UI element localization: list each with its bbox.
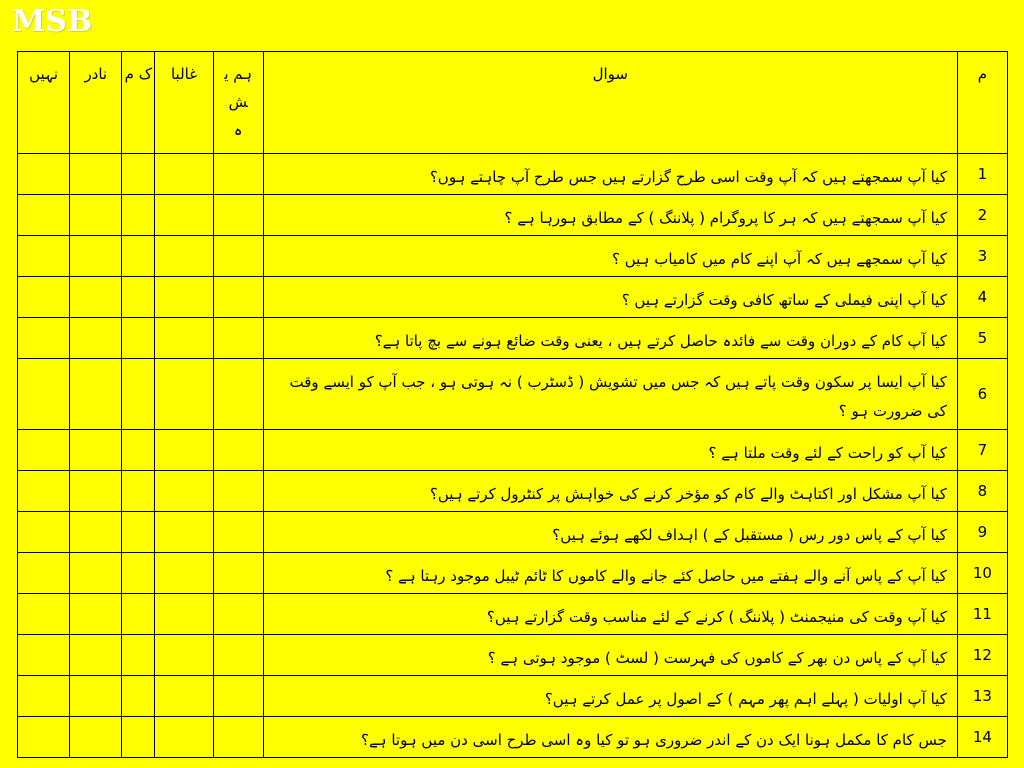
question-text: کیا آپ وقت کی منیجمنٹ ( پلاننگ ) کرنے کے لئے مناسب وقت گزارتے ہیں؟ (263, 594, 957, 635)
answer-cell-rare[interactable] (70, 635, 122, 676)
answer-cell-always[interactable] (213, 359, 263, 430)
answer-cell-never[interactable] (18, 277, 70, 318)
answer-cell-rare[interactable] (70, 236, 122, 277)
answer-cell-rare[interactable] (70, 154, 122, 195)
row-number: 3 (957, 236, 1007, 277)
question-text: کیا آپ کام کے دوران وقت سے فائدہ حاصل کرتے ہیں ، یعنی وقت ضائع ہونے سے بچ پاتا ہے؟ (263, 318, 957, 359)
question-text: کیا آپ ایسا پر سکون وقت پاتے ہیں کہ جس میں تشویش ( ڈسٹرب ) نہ ہوتی ہو ، جب آپ کو ایسے وقت کی ضرورت ہو ؟ (263, 359, 957, 430)
row-number: 6 (957, 359, 1007, 430)
table-row (18, 359, 1008, 430)
question-text: کیا آپ سمجھتے ہیں کہ ہر کا پروگرام ( پلاننگ ) کے مطابق ہورہا ہے ؟ (263, 195, 957, 236)
answer-cell-less[interactable] (122, 594, 155, 635)
answer-cell-always[interactable] (213, 236, 263, 277)
answer-cell-often[interactable] (155, 359, 213, 430)
answer-cell-never[interactable] (18, 359, 70, 430)
question-text: کیا آپ کے پاس دن بھر کے کاموں کی فہرست ( لسٹ ) موجود ہوتی ہے ؟ (263, 635, 957, 676)
msb-logo: MSB (12, 4, 93, 39)
row-number: 9 (957, 512, 1007, 553)
question-text: کیا آپ مشکل اور اکتاہٹ والے کام کو مؤخر کرنے کی خواہش پر کنٹرول کرتے ہیں؟ (263, 471, 957, 512)
answer-cell-often[interactable] (155, 277, 213, 318)
row-number: 13 (957, 676, 1007, 717)
answer-cell-never[interactable] (18, 195, 70, 236)
answer-cell-less[interactable] (122, 471, 155, 512)
answer-cell-often[interactable] (155, 154, 213, 195)
survey-table (17, 51, 1008, 758)
header-less: ک م (122, 52, 155, 154)
answer-cell-often[interactable] (155, 512, 213, 553)
answer-cell-always[interactable] (213, 154, 263, 195)
answer-cell-never[interactable] (18, 676, 70, 717)
answer-cell-always[interactable] (213, 676, 263, 717)
table-row (18, 195, 1008, 236)
table-row (18, 553, 1008, 594)
answer-cell-always[interactable] (213, 553, 263, 594)
answer-cell-less[interactable] (122, 359, 155, 430)
answer-cell-less[interactable] (122, 154, 155, 195)
answer-cell-less[interactable] (122, 676, 155, 717)
answer-cell-never[interactable] (18, 430, 70, 471)
row-number: 2 (957, 195, 1007, 236)
answer-cell-rare[interactable] (70, 553, 122, 594)
table-row (18, 717, 1008, 758)
answer-cell-often[interactable] (155, 318, 213, 359)
header-number: م (957, 52, 1007, 154)
row-number: 5 (957, 318, 1007, 359)
question-text: کیا آپ کے پاس آنے والے ہفتے میں حاصل کئے جانے والے کاموں کا ٹائم ٹیبل موجود رہتا ہے ؟ (263, 553, 957, 594)
answer-cell-never[interactable] (18, 236, 70, 277)
answer-cell-rare[interactable] (70, 359, 122, 430)
answer-cell-often[interactable] (155, 430, 213, 471)
answer-cell-always[interactable] (213, 512, 263, 553)
answer-cell-rare[interactable] (70, 471, 122, 512)
answer-cell-less[interactable] (122, 635, 155, 676)
answer-cell-often[interactable] (155, 594, 213, 635)
answer-cell-never[interactable] (18, 154, 70, 195)
row-number: 11 (957, 594, 1007, 635)
header-often: غالبا (155, 52, 213, 154)
answer-cell-less[interactable] (122, 430, 155, 471)
row-number: 8 (957, 471, 1007, 512)
survey-rows (18, 154, 1008, 758)
question-text: کیا آپ کو راحت کے لئے وقت ملتا ہے ؟ (263, 430, 957, 471)
answer-cell-often[interactable] (155, 676, 213, 717)
row-number: 14 (957, 717, 1007, 758)
answer-cell-less[interactable] (122, 277, 155, 318)
answer-cell-often[interactable] (155, 635, 213, 676)
answer-cell-rare[interactable] (70, 430, 122, 471)
table-row (18, 154, 1008, 195)
answer-cell-never[interactable] (18, 635, 70, 676)
answer-cell-always[interactable] (213, 594, 263, 635)
header-question: سوال (263, 52, 957, 154)
row-number: 12 (957, 635, 1007, 676)
answer-cell-never[interactable] (18, 594, 70, 635)
answer-cell-always[interactable] (213, 717, 263, 758)
answer-cell-less[interactable] (122, 553, 155, 594)
answer-cell-rare[interactable] (70, 512, 122, 553)
row-number: 7 (957, 430, 1007, 471)
answer-cell-less[interactable] (122, 195, 155, 236)
question-text: کیا آپ اپنی فیملی کے ساتھ کافی وقت گزارتے ہیں ؟ (263, 277, 957, 318)
question-text: کیا آپ سمجھے ہیں کہ آپ اپنے کام میں کامیاب ہیں ؟ (263, 236, 957, 277)
answer-cell-always[interactable] (213, 195, 263, 236)
answer-cell-rare[interactable] (70, 717, 122, 758)
header-rare: نادر (70, 52, 122, 154)
answer-cell-rare[interactable] (70, 676, 122, 717)
question-text: کیا آپ اولیات ( پہلے اہم پھر مہم ) کے اصول پر عمل کرتے ہیں؟ (263, 676, 957, 717)
answer-cell-never[interactable] (18, 717, 70, 758)
answer-cell-less[interactable] (122, 318, 155, 359)
header-always: ہم یش ہ (213, 52, 263, 154)
table-row (18, 277, 1008, 318)
question-text: جس کام کا مکمل ہونا ایک دن کے اندر ضروری ہو تو کیا وہ اسی طرح اسی دن میں ہوتا ہے؟ (263, 717, 957, 758)
row-number: 10 (957, 553, 1007, 594)
answer-cell-never[interactable] (18, 471, 70, 512)
answer-cell-always[interactable] (213, 318, 263, 359)
header-never: نہیں (18, 52, 70, 154)
answer-cell-always[interactable] (213, 277, 263, 318)
answer-cell-never[interactable] (18, 553, 70, 594)
table-row (18, 512, 1008, 553)
answer-cell-often[interactable] (155, 471, 213, 512)
table-row (18, 236, 1008, 277)
table-row (18, 430, 1008, 471)
answer-cell-always[interactable] (213, 635, 263, 676)
table-row (18, 635, 1008, 676)
answer-cell-often[interactable] (155, 717, 213, 758)
answer-cell-rare[interactable] (70, 594, 122, 635)
answer-cell-rare[interactable] (70, 277, 122, 318)
header-row (18, 52, 1008, 154)
table-row (18, 471, 1008, 512)
table-row (18, 318, 1008, 359)
answer-cell-always[interactable] (213, 471, 263, 512)
table-row (18, 676, 1008, 717)
row-number: 1 (957, 154, 1007, 195)
answer-cell-always[interactable] (213, 430, 263, 471)
answer-cell-less[interactable] (122, 717, 155, 758)
answer-cell-less[interactable] (122, 512, 155, 553)
question-text: کیا آپ کے پاس دور رس ( مستقبل کے ) اہداف لکھے ہوئے ہیں؟ (263, 512, 957, 553)
answer-cell-often[interactable] (155, 553, 213, 594)
question-text: کیا آپ سمجھتے ہیں کہ آپ وقت اسی طرح گزارتے ہیں جس طرح آپ چاہتے ہوں؟ (263, 154, 957, 195)
row-number: 4 (957, 277, 1007, 318)
table-row (18, 594, 1008, 635)
answer-cell-less[interactable] (122, 236, 155, 277)
answer-cell-never[interactable] (18, 512, 70, 553)
answer-cell-often[interactable] (155, 236, 213, 277)
answer-cell-often[interactable] (155, 195, 213, 236)
answer-cell-rare[interactable] (70, 195, 122, 236)
answer-cell-rare[interactable] (70, 318, 122, 359)
answer-cell-never[interactable] (18, 318, 70, 359)
